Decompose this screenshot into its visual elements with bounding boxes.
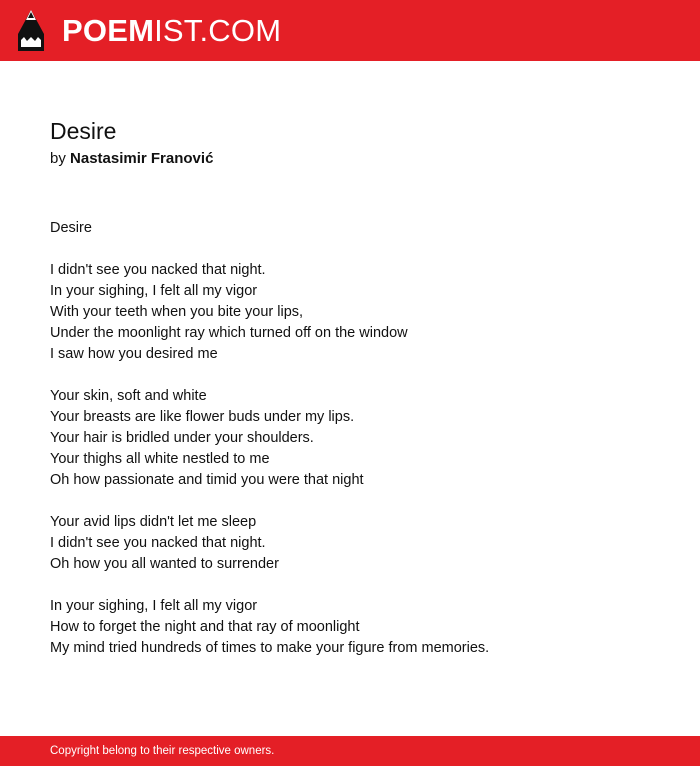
poem-line: Your skin, soft and white (50, 388, 207, 404)
poem-line: Oh how passionate and timid you were that night (50, 472, 364, 488)
poem-line: In your sighing, I felt all my vigor (50, 598, 258, 614)
poem-line: I didn't see you nacked that night. (50, 262, 266, 278)
poem-title: Desire (50, 118, 117, 144)
stanza-break (50, 239, 670, 260)
stanza-break (50, 365, 670, 386)
poem-line: How to forget the night and that ray of moonlight (50, 619, 360, 635)
poem-line: Oh how you all wanted to surrender (50, 556, 279, 572)
site-logo[interactable] (62, 13, 281, 49)
pencil-icon[interactable] (18, 10, 44, 51)
poem-line: Under the moonlight ray which turned off on the window (50, 325, 408, 341)
poem-line: My mind tried hundreds of times to make your figure from memories. (50, 640, 490, 656)
poem-author: Nastasimir Franović (70, 150, 214, 167)
stanza-break (50, 491, 670, 512)
poem-line: Your avid lips didn't let me sleep (50, 514, 257, 530)
poem-line: In your sighing, I felt all my vigor (50, 283, 258, 299)
poem-line: I didn't see you nacked that night. (50, 535, 266, 551)
poem-line: Desire (50, 220, 92, 236)
poem-body (50, 218, 670, 659)
poem-line: Your hair is bridled under your shoulders. (50, 430, 314, 446)
site-footer (0, 736, 700, 766)
poem-byline (50, 147, 670, 171)
poem-content (50, 116, 670, 659)
poem-line: Your thighs all white nestled to me (50, 451, 270, 467)
copyright-text: Copyright belong to their respective owners. (50, 745, 275, 757)
site-header (0, 0, 700, 61)
poem-line: I saw how you desired me (50, 346, 218, 362)
logo-light-text: IST.COM (154, 13, 282, 48)
logo-bold-text: POEM (62, 13, 155, 48)
stanza-break (50, 575, 670, 596)
poem-line: With your teeth when you bite your lips, (50, 304, 304, 320)
by-label: by (50, 150, 66, 167)
poem-line: Your breasts are like flower buds under my lips. (50, 409, 355, 425)
